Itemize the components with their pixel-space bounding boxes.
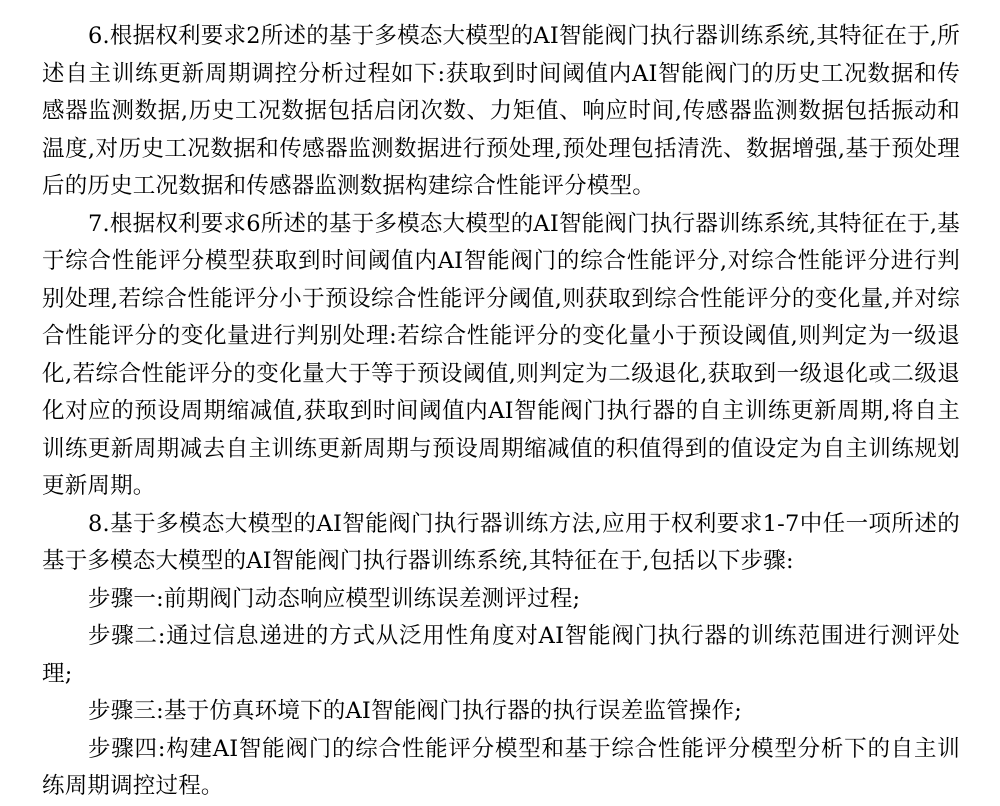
paragraph-step-2: 步骤二:通过信息递进的方式从泛用性角度对AI智能阀门执行器的训练范围进行测评处理; xyxy=(42,623,960,687)
paragraph-step-4: 步骤四:构建AI智能阀门的综合性能评分模型和基于综合性能评分模型分析下的自主训练周期调控过程。 xyxy=(42,735,960,799)
paragraph-step-1: 步骤一:前期阀门动态响应模型训练误差测评过程; xyxy=(88,585,581,612)
paragraph-step-3: 步骤三:基于仿真环境下的AI智能阀门执行器的执行误差监管操作; xyxy=(88,698,742,724)
paragraph-claim-7: 7.根据权利要求6所述的基于多模态大模型的AI智能阀门执行器训练系统,其特征在于,基于综合性能评分模型获取到时间阈值内AI智能阀门的综合性能评分,对综合性能评分进行判别处理,若综合性能评分小于预设综合性能评分阈值,则获取到综合性能评分的变化量,并对综合性能评分的变化量进行判别处理:若综合性能评分的变化量小于预设阈值,则判定为一级退化,若综合性能评分的变化量大于等于预设阈值,则判定为二级退化,获取到一级退化或二级退化对应的预设周期缩减值,获取到时间阈值内AI智能阀门执行器的自主训练更新周期,将自主训练更新周期减去自主训练更新周期与预设周期缩减值的积值得到的值设定为自主训练规划更新周期。 xyxy=(42,210,960,499)
paragraph-claim-6: 6.根据权利要求2所述的基于多模态大模型的AI智能阀门执行器训练系统,其特征在于,所述自主训练更新周期调控分析过程如下:获取到时间阈值内AI智能阀门的历史工况数据和传感器监测数据,历史工况数据包括启闭次数、力矩值、响应时间,传感器监测数据包括振动和温度,对历史工况数据和传感器监测数据进行预处理,预处理包括清洗、数据增强,基于预处理后的历史工况数据和传感器监测数据构建综合性能评分模型。 xyxy=(42,23,960,199)
paragraph-claim-8: 8.基于多模态大模型的AI智能阀门执行器训练方法,应用于权利要求1-7中任一项所述的基于多模态大模型的AI智能阀门执行器训练系统,其特征在于,包括以下步骤: xyxy=(42,510,960,574)
